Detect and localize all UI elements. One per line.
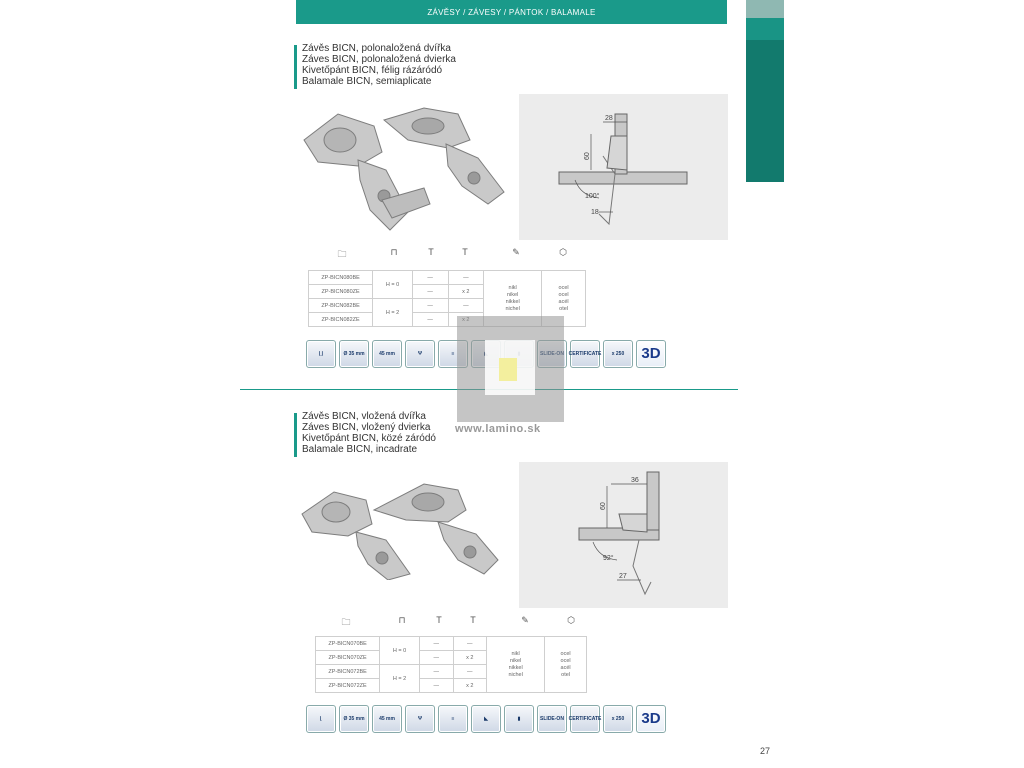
finish-hu: nikkel bbox=[505, 298, 520, 305]
door-icon: ▮ bbox=[504, 705, 534, 733]
wood-screw-value: x 2 bbox=[453, 651, 487, 665]
product-code: ZP-BICN080BE bbox=[309, 271, 373, 285]
product-code: ZP-BICN070BE bbox=[316, 637, 380, 651]
screw-value: — bbox=[419, 651, 453, 665]
certificate-icon: CERTIFICATE bbox=[570, 340, 600, 368]
folder-icon: 🗀 bbox=[341, 617, 351, 627]
wood-screw-value: — bbox=[448, 299, 484, 313]
wood-screw-icon: T bbox=[462, 247, 468, 257]
screw-value: — bbox=[412, 285, 448, 299]
adjust-icon: ≡ bbox=[438, 705, 468, 733]
title-cz: Závěs BICN, vložená dvířka bbox=[302, 411, 426, 422]
slide-on-icon: SLIDE-ON bbox=[537, 705, 567, 733]
dim-label-b: 60 bbox=[584, 152, 591, 160]
watermark-accent bbox=[499, 358, 517, 381]
height-icon: ⊓ bbox=[398, 615, 406, 625]
title-accent-bar bbox=[294, 413, 297, 457]
material-cell bbox=[545, 637, 587, 693]
wood-screw-value: x 2 bbox=[453, 679, 487, 693]
finish-sk: nikel bbox=[507, 291, 519, 298]
page-number: 27 bbox=[760, 746, 771, 756]
cup-diameter-icon: Ø 35 mm bbox=[339, 340, 369, 368]
feature-icons-2 bbox=[306, 705, 666, 733]
title-ro: Balamale BICN, incadrate bbox=[302, 444, 418, 455]
section1-title-block bbox=[294, 43, 514, 93]
dimension-drawing-2 bbox=[519, 462, 728, 608]
dim-label-c: 27 bbox=[619, 573, 627, 580]
screw-value: — bbox=[412, 299, 448, 313]
cup-diameter-icon: Ø 35 mm bbox=[339, 705, 369, 733]
3d-icon: 3D bbox=[636, 340, 666, 368]
height-value: H = 2 bbox=[380, 665, 420, 693]
screw-value: — bbox=[419, 679, 453, 693]
wood-screw-icon: T bbox=[470, 615, 476, 625]
watermark-text: www.lamino.sk bbox=[455, 423, 541, 435]
height-value: H = 2 bbox=[373, 299, 413, 327]
material-icon: ⬡ bbox=[559, 247, 567, 257]
section2-title-block bbox=[294, 411, 514, 461]
screw-value: — bbox=[419, 637, 453, 651]
product-code: ZP-BICN072BE bbox=[316, 665, 380, 679]
wood-screw-value: — bbox=[453, 637, 487, 651]
finish-hu: nikkel bbox=[508, 664, 523, 671]
title-cz: Závěs BICN, polonaložená dvířka bbox=[302, 43, 451, 54]
side-tab-dark bbox=[746, 40, 784, 182]
hinge-photo-1 bbox=[298, 100, 510, 238]
package-qty-icon: x 250 bbox=[603, 340, 633, 368]
side-tab-light bbox=[746, 0, 784, 18]
finish-brush-icon: ✎ bbox=[512, 247, 520, 257]
title-ro: Balamale BICN, semiaplicate bbox=[302, 76, 432, 87]
screw-icon: T bbox=[428, 247, 434, 257]
cup-spacing-icon: 45 mm bbox=[372, 340, 402, 368]
material-sk: ocel bbox=[558, 291, 569, 298]
dim-label-a: 28 bbox=[605, 115, 613, 122]
height-value: H = 0 bbox=[373, 271, 413, 299]
wood-screw-value: x 2 bbox=[448, 285, 484, 299]
material-icon: ⬡ bbox=[567, 615, 575, 625]
product-code: ZP-BICN082BE bbox=[309, 299, 373, 313]
dim-label-angle: 100° bbox=[585, 193, 600, 200]
title-accent-bar bbox=[294, 45, 297, 89]
height-value: H = 0 bbox=[380, 637, 420, 665]
dim-label-angle: 92° bbox=[603, 555, 614, 562]
material-sk: ocel bbox=[560, 657, 571, 664]
certificate-icon: CERTIFICATE bbox=[570, 705, 600, 733]
package-qty-icon: x 250 bbox=[603, 705, 633, 733]
finish-cz: nikl bbox=[511, 650, 520, 657]
title-sk: Záves BICN, polonaložená dvierka bbox=[302, 54, 456, 65]
hinge-angle-icon: ◣ bbox=[471, 705, 501, 733]
dim-label-c: 18 bbox=[591, 209, 599, 216]
screw-icon: T bbox=[436, 615, 442, 625]
dimension-drawing-1 bbox=[519, 94, 728, 240]
wood-screw-value: — bbox=[453, 665, 487, 679]
material-hu: acél bbox=[560, 664, 571, 671]
finish-brush-icon: ✎ bbox=[521, 615, 529, 625]
cup-spacing-icon: 45 mm bbox=[372, 705, 402, 733]
finish-ro: nichel bbox=[505, 305, 520, 312]
material-ro: otel bbox=[559, 305, 569, 312]
category-banner: ZÁVĚSY / ZÁVESY / PÁNTOK / BALAMALE bbox=[296, 0, 727, 24]
title-hu: Kivetőpánt BICN, közé záródó bbox=[302, 433, 436, 444]
product-code: ZP-BICN080ZE bbox=[309, 285, 373, 299]
material-ro: otel bbox=[561, 671, 571, 678]
dim-label-a: 36 bbox=[631, 477, 639, 484]
inset-icon: ⌊ bbox=[306, 705, 336, 733]
adjust-icon: ≡ bbox=[438, 340, 468, 368]
finish-cz: nikl bbox=[508, 284, 517, 291]
product-code: ZP-BICN070ZE bbox=[316, 651, 380, 665]
screw-fix-icon: Ψ bbox=[405, 705, 435, 733]
screw-fix-icon: Ψ bbox=[405, 340, 435, 368]
3d-icon: 3D bbox=[636, 705, 666, 733]
screw-value: — bbox=[412, 313, 448, 327]
screw-value: — bbox=[412, 271, 448, 285]
finish-sk: nikel bbox=[509, 657, 522, 664]
side-tab-mid bbox=[746, 18, 784, 40]
title-sk: Záves BICN, vložený dvierka bbox=[302, 422, 431, 433]
folder-icon: 🗀 bbox=[337, 249, 347, 259]
finish-ro: nichel bbox=[508, 671, 523, 678]
material-cz: ocel bbox=[560, 650, 571, 657]
height-icon: ⊓ bbox=[390, 247, 398, 257]
product-table-2 bbox=[315, 636, 587, 693]
watermark-logo bbox=[457, 316, 564, 422]
title-hu: Kivetőpánt BICN, félig rázáródó bbox=[302, 65, 443, 76]
finish-cell bbox=[487, 637, 545, 693]
material-hu: acél bbox=[558, 298, 569, 305]
halfoverlay-icon: ⌊⌋ bbox=[306, 340, 336, 368]
material-cz: ocel bbox=[558, 284, 569, 291]
screw-value: — bbox=[419, 665, 453, 679]
hinge-photo-2 bbox=[298, 480, 510, 580]
dim-label-b: 60 bbox=[600, 502, 607, 510]
wood-screw-value: — bbox=[448, 271, 484, 285]
product-code: ZP-BICN072ZE bbox=[316, 679, 380, 693]
product-code: ZP-BICN082ZE bbox=[309, 313, 373, 327]
